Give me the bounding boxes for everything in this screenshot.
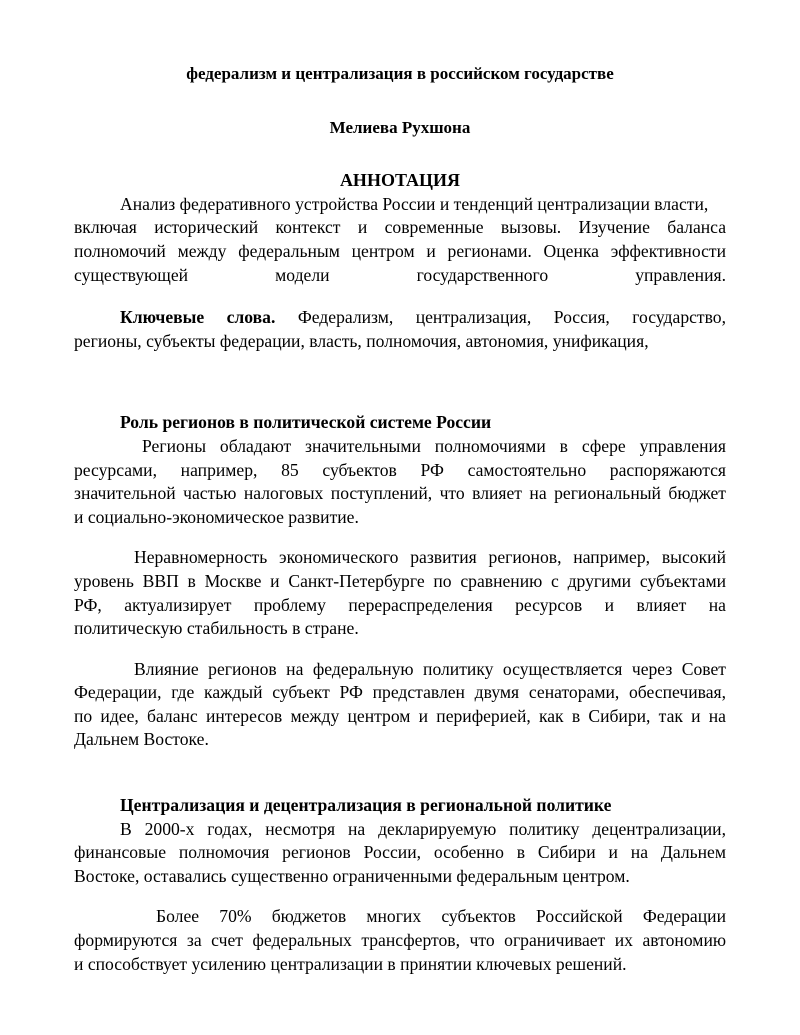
- section-heading: Централизация и децентрализация в региональной политике: [120, 795, 612, 816]
- paragraph-line: ресурсами, например, 85 субъектов РФ самостоятельно распоряжаются: [74, 459, 726, 480]
- paragraph-line: существующей модели государственного управления.: [74, 264, 726, 285]
- paragraph-line: полномочий между федеральным центром и регионами. Оценка эффективности: [74, 240, 726, 261]
- paragraph-line: Неравномерность экономического развития регионов, например, высокий: [134, 547, 726, 568]
- paragraph-line: регионы, субъекты федерации, власть, полномочия, автономия, унификация,: [74, 330, 649, 351]
- paragraph-line: Регионы обладают значительными полномочиями в сфере управления: [142, 435, 726, 456]
- paragraph-line: включая исторический контекст и современные вызовы. Изучение баланса: [74, 217, 726, 238]
- paragraph-line: Дальнем Востоке.: [74, 729, 209, 750]
- paragraph-line: уровень ВВП в Москве и Санкт-Петербурге по сравнению с другими субъектами: [74, 570, 726, 591]
- paragraph-line: Востоке, оставались существенно ограниченными федеральным центром.: [74, 865, 630, 886]
- section-paragraph: [74, 546, 726, 640]
- paragraph-line: значительной частью налоговых поступлений, что влияет на региональный бюджет: [74, 483, 726, 504]
- paragraph-line: Анализ федеративного устройства России и тенденций централизации власти,: [120, 193, 709, 214]
- paragraph-line: формируются за счет федеральных трансфертов, что ограничивает их автономию: [74, 930, 726, 951]
- abstract-heading: АННОТАЦИЯ: [339, 170, 461, 191]
- paragraph-line: политическую стабильность в стране.: [74, 618, 359, 639]
- document-page: [74, 62, 726, 976]
- section-paragraph: [74, 818, 726, 889]
- paragraph-line: и социально-экономическое развитие.: [74, 506, 359, 527]
- keywords-label: Ключевые слова.: [120, 307, 276, 328]
- paragraph-line: Федерации, где каждый субъект РФ представлен двумя сенаторами, обеспечивая,: [74, 682, 726, 703]
- author-name: Мелиева Рухшона: [329, 117, 471, 137]
- paragraph-line: и способствует усилению централизации в принятии ключевых решений.: [74, 953, 627, 974]
- section-heading: Роль регионов в политической системе России: [120, 412, 492, 433]
- paragraph-line: РФ, актуализирует проблему перераспределения ресурсов и влияет на: [74, 594, 726, 615]
- paragraph-line: Более 70% бюджетов многих субъектов Российской Федерации: [156, 906, 726, 927]
- keywords-paragraph: [74, 306, 726, 353]
- paragraph-line: по идее, баланс интересов между центром и периферией, как в Сибири, так и на: [74, 705, 726, 726]
- section-paragraph: [74, 658, 726, 752]
- paragraph-line: В 2000-х годах, несмотря на декларируемую политику децентрализации,: [120, 818, 726, 839]
- section-paragraph: [74, 435, 726, 529]
- paragraph-line: финансовые полномочия регионов России, особенно в Сибири и на Дальнем: [74, 842, 726, 863]
- document-title: федерализм и централизация в российском государстве: [186, 64, 614, 83]
- abstract-paragraph: [74, 193, 726, 287]
- paragraph-line: [74, 306, 726, 330]
- section-paragraph: [74, 905, 726, 976]
- paragraph-line: Влияние регионов на федеральную политику осуществляется через Совет: [134, 658, 726, 679]
- keywords-text: Федерализм, централизация, Россия, государство,: [297, 307, 726, 328]
